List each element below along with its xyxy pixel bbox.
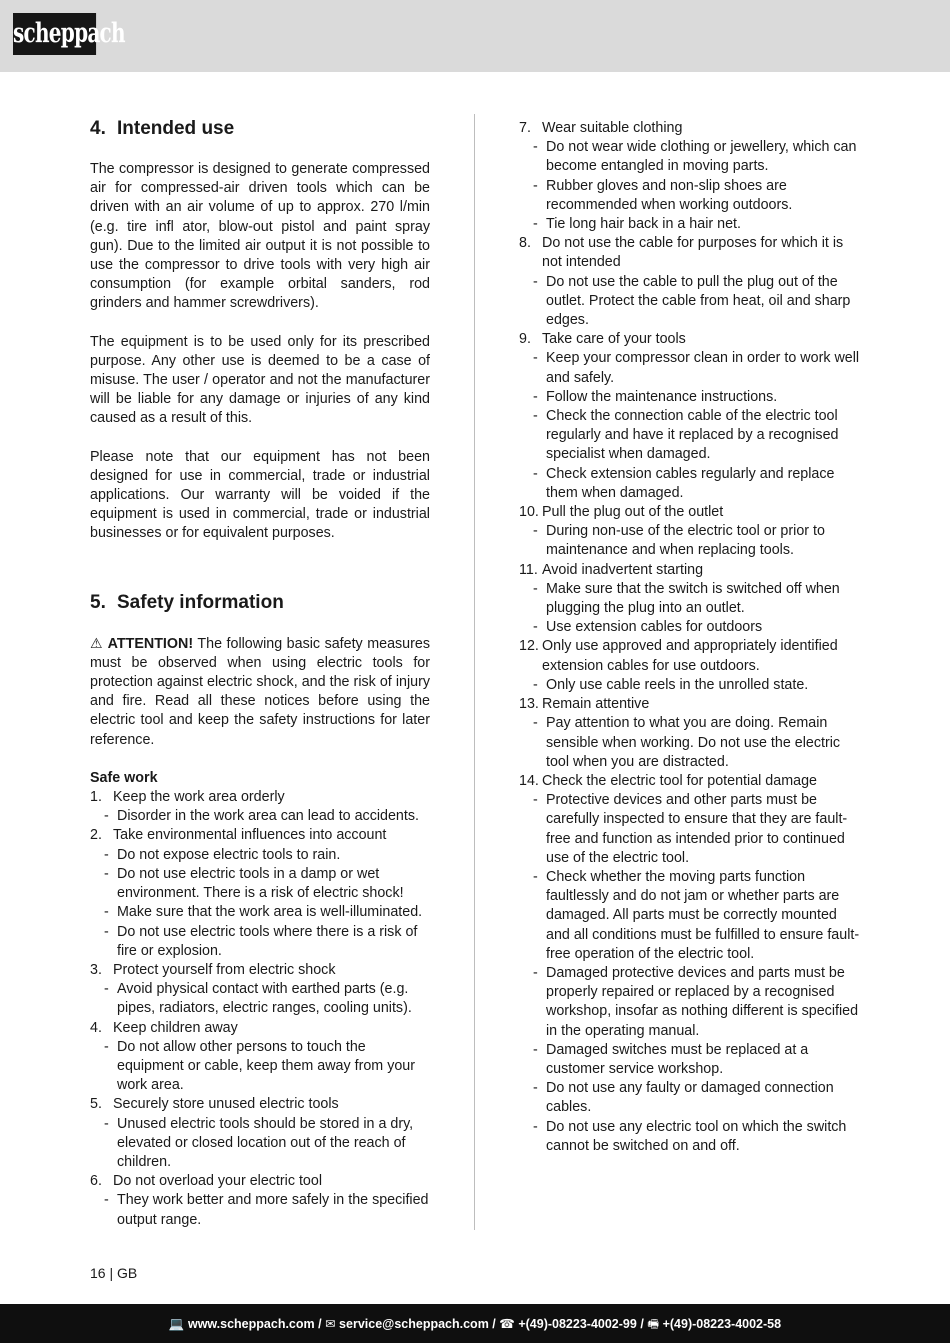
- footer-contact-line: [0, 1315, 950, 1336]
- safety-item-title: [519, 330, 864, 349]
- safety-item-bullets: [519, 791, 864, 1156]
- safety-item-bullets: [519, 349, 864, 503]
- footer-fax: +(49)-08223-4002-58: [662, 1317, 782, 1331]
- right-column: [519, 119, 864, 1156]
- safety-item-title: [90, 1172, 430, 1191]
- safety-bullet: - Make sure that the work area is well-illuminated.: [90, 903, 430, 922]
- safety-item-title: [90, 961, 430, 980]
- safety-bullet: - Use extension cables for outdoors: [519, 618, 864, 637]
- safety-item-bullets: [90, 980, 430, 1018]
- safety-bullet: - Keep your compressor clean in order to work well and safely.: [519, 349, 864, 387]
- left-column: [90, 118, 430, 1230]
- safety-item-title: [519, 695, 864, 714]
- safety-item: [519, 637, 864, 695]
- safety-bullet: - Follow the maintenance instructions.: [519, 388, 864, 407]
- safety-item: [90, 826, 430, 960]
- footer-phone: +(49)-08223-4002-99: [518, 1317, 637, 1331]
- safety-item: [519, 772, 864, 1156]
- safety-item-bullets: [519, 522, 864, 560]
- safety-item-title: [519, 772, 864, 791]
- safety-item: [519, 561, 864, 638]
- safety-bullet: - Damaged protective devices and parts must be properly repaired or replaced by a recognised workshop, insofar as nothing different is specified in the operating manual.: [519, 964, 864, 1041]
- section-4-heading: [90, 118, 430, 140]
- safety-item-number: 2.: [90, 827, 102, 844]
- safety-item-title: [519, 637, 864, 675]
- safety-item-number: 7.: [519, 120, 531, 136]
- phone-icon: ☎: [499, 1317, 515, 1331]
- safety-item-title: [519, 503, 864, 522]
- safety-list-right: [519, 119, 864, 1156]
- footer-email-link[interactable]: service@scheppach.com: [339, 1317, 489, 1331]
- safety-item-title: [90, 788, 430, 807]
- safety-item-bullets: [519, 676, 864, 695]
- safety-item-bullets: [90, 807, 430, 826]
- safety-item: [90, 1019, 430, 1096]
- safety-bullet: - Disorder in the work area can lead to accidents.: [90, 807, 430, 826]
- safety-item: [90, 788, 430, 826]
- safety-bullet: - Unused electric tools should be stored in a dry, elevated or closed location out of the reach of children.: [90, 1115, 430, 1173]
- safety-item: [90, 1172, 430, 1230]
- warning-icon: ⚠: [90, 634, 104, 651]
- safety-item: [519, 119, 864, 234]
- safety-item-title-text: Only use approved and appropriately identified extension cables for use outdoors.: [542, 638, 838, 674]
- safety-item: [90, 961, 430, 1019]
- safety-item-title-text: Remain attentive: [542, 696, 650, 713]
- safety-item-title: [519, 561, 864, 580]
- attention-text: The following basic safety measures must be observed when using electric tools for protection against electric shock, and the risk of injury and fire. Read all these notices before using the electric tool and keep the safety instructions for later reference.: [90, 635, 430, 748]
- safety-item-bullets: [90, 1191, 430, 1229]
- computer-icon: 💻: [168, 1317, 185, 1331]
- safety-item-title-text: Take care of your tools: [542, 331, 686, 348]
- safety-bullet: - Do not expose electric tools to rain.: [90, 846, 430, 865]
- safety-bullet: - Damaged switches must be replaced at a customer service workshop.: [519, 1041, 864, 1079]
- intended-use-paragraph-1: The compressor is designed to generate compressed air for compressed-air driven tools which can be driven with an air volume of up to approx. 270 l/min (e.g. tire infl ator, blow-out pistol and paint spray gun). Due to the limited air output it is not possible to use the compressor to drive tools with very high air consumption (for example orbital sanders, rod grinders and hammer screwdrivers).: [90, 161, 430, 312]
- section-4-number: 4.: [90, 118, 106, 139]
- safety-bullet: - Tie long hair back in a hair net.: [519, 215, 864, 234]
- safety-item-title-text: Securely store unused electric tools: [113, 1096, 339, 1113]
- safety-bullet: - Do not wear wide clothing or jewellery, which can become entangled in moving parts.: [519, 138, 864, 176]
- safety-item-number: 11.: [519, 561, 538, 578]
- safety-item-title: [90, 1095, 430, 1114]
- page-header: [0, 0, 950, 72]
- safety-item-number: 10.: [519, 504, 539, 521]
- safety-item-title-text: Do not overload your electric tool: [113, 1173, 323, 1190]
- safety-item-number: 6.: [90, 1173, 102, 1190]
- safety-item-title: [519, 234, 864, 272]
- safety-item-number: 9.: [519, 331, 531, 348]
- safety-bullet: - Do not use electric tools where there is a risk of fire or explosion.: [90, 923, 430, 961]
- intended-use-paragraph-3: Please note that our equipment has not been designed for use in commercial, trade or industrial applications. Our warranty will be voided if the equipment is used in commercial, trade or industrial businesses or for equivalent purposes.: [90, 448, 430, 542]
- mail-icon: ✉: [325, 1317, 336, 1331]
- footer-separator: /: [492, 1317, 496, 1331]
- intended-use-paragraph-2: The equipment is to be used only for its prescribed purpose. Any other use is deemed to be a case of misuse. The user / operator and not the manufacturer will be liable for any damage or injuries of any kind caused as a result of this.: [90, 333, 430, 427]
- safety-item-number: 1.: [90, 789, 102, 806]
- safety-item-title-text: Avoid inadvertent starting: [542, 561, 704, 578]
- safety-bullet: - During non-use of the electric tool or prior to maintenance and when replacing tools.: [519, 522, 864, 560]
- safety-item-number: 13.: [519, 696, 539, 713]
- safety-item: [519, 695, 864, 772]
- safety-item-number: 3.: [90, 961, 102, 978]
- safety-item-bullets: [519, 273, 864, 331]
- safety-item-number: 14.: [519, 772, 539, 789]
- safety-bullet: - Pay attention to what you are doing. Remain sensible when working. Do not use the electric tool when you are distracted.: [519, 714, 864, 772]
- safety-item-number: 5.: [90, 1096, 102, 1113]
- safety-item-title-text: Do not use the cable for purposes for which it is not intended: [542, 235, 844, 271]
- safety-bullet: - Do not use any electric tool on which the switch cannot be switched on and off.: [519, 1118, 864, 1156]
- section-5-number: 5.: [90, 591, 106, 613]
- safety-item-title: [519, 119, 864, 138]
- safety-item-bullets: [90, 846, 430, 961]
- safety-item-title-text: Take environmental influences into account: [113, 827, 387, 844]
- safety-item: [519, 503, 864, 561]
- safety-item-title-text: Keep children away: [113, 1019, 238, 1036]
- column-divider: [474, 114, 475, 1230]
- safety-item-bullets: [519, 580, 864, 638]
- safety-bullet: - Avoid physical contact with earthed parts (e.g. pipes, radiators, electric ranges, cooling units).: [90, 980, 430, 1018]
- attention-label: ATTENTION!: [107, 635, 194, 652]
- safety-item: [90, 1095, 430, 1172]
- safety-item-title: [90, 826, 430, 845]
- safety-item: [519, 330, 864, 503]
- safety-bullet: - Check whether the moving parts function faultlessly and do not jam or whether parts are damaged. All parts must be correctly mounted and all conditions must be fulfilled to ensure fault-free operation of the electric tool.: [519, 868, 864, 964]
- safety-bullet: - They work better and more safely in the specified output range.: [90, 1191, 430, 1229]
- safety-item-title-text: Keep the work area orderly: [113, 789, 285, 806]
- safety-item-bullets: [90, 1115, 430, 1173]
- safety-item-title: [90, 1019, 430, 1038]
- footer-separator: /: [640, 1317, 644, 1331]
- safety-item-title-text: Pull the plug out of the outlet: [542, 504, 724, 521]
- section-5-title: Safety information: [117, 591, 284, 613]
- fax-icon: 🖷: [647, 1317, 660, 1331]
- safety-bullet: - Do not use any faulty or damaged connection cables.: [519, 1079, 864, 1117]
- section-5-heading: [90, 592, 430, 614]
- section-4-title: Intended use: [117, 118, 235, 139]
- safe-work-heading: Safe work: [90, 769, 158, 786]
- safety-item-title-text: Check the electric tool for potential damage: [542, 772, 817, 789]
- safety-item-bullets: [519, 714, 864, 772]
- safety-item: [519, 234, 864, 330]
- safety-bullet: - Rubber gloves and non-slip shoes are recommended when working outdoors.: [519, 177, 864, 215]
- safety-bullet: - Do not allow other persons to touch the equipment or cable, keep them away from your work area.: [90, 1038, 430, 1096]
- safety-item-number: 8.: [519, 235, 531, 252]
- page-footer: [0, 1304, 950, 1343]
- safety-bullet: - Make sure that the switch is switched off when plugging the plug into an outlet.: [519, 580, 864, 618]
- safety-item-number: 4.: [90, 1019, 102, 1036]
- attention-paragraph: [90, 634, 430, 750]
- safety-item-title-text: Protect yourself from electric shock: [113, 961, 336, 978]
- safety-bullet: - Protective devices and other parts must be carefully inspected to ensure that they are fault-free and function as intended prior to continued use of the electric tool.: [519, 791, 864, 868]
- safety-item-bullets: [90, 1038, 430, 1096]
- brand-logo: scheppach: [13, 13, 96, 55]
- safety-bullet: - Do not use the cable to pull the plug out of the outlet. Protect the cable from heat, oil and sharp edges.: [519, 273, 864, 331]
- safety-item-title-text: Wear suitable clothing: [542, 120, 683, 136]
- footer-separator: /: [318, 1317, 322, 1331]
- page-number: 16 | GB: [90, 1265, 138, 1281]
- safety-bullet: - Only use cable reels in the unrolled state.: [519, 676, 864, 695]
- safety-bullet: - Check the connection cable of the electric tool regularly and have it replaced by a recognised specialist when damaged.: [519, 407, 864, 465]
- footer-website-link[interactable]: www.scheppach.com: [187, 1317, 315, 1331]
- safety-item-bullets: [519, 138, 864, 234]
- safety-bullet: - Do not use electric tools in a damp or wet environment. There is a risk of electric shock!: [90, 865, 430, 903]
- safety-bullet: - Check extension cables regularly and replace them when damaged.: [519, 465, 864, 503]
- safety-list-left: [90, 788, 430, 1230]
- safety-item-number: 12.: [519, 638, 539, 655]
